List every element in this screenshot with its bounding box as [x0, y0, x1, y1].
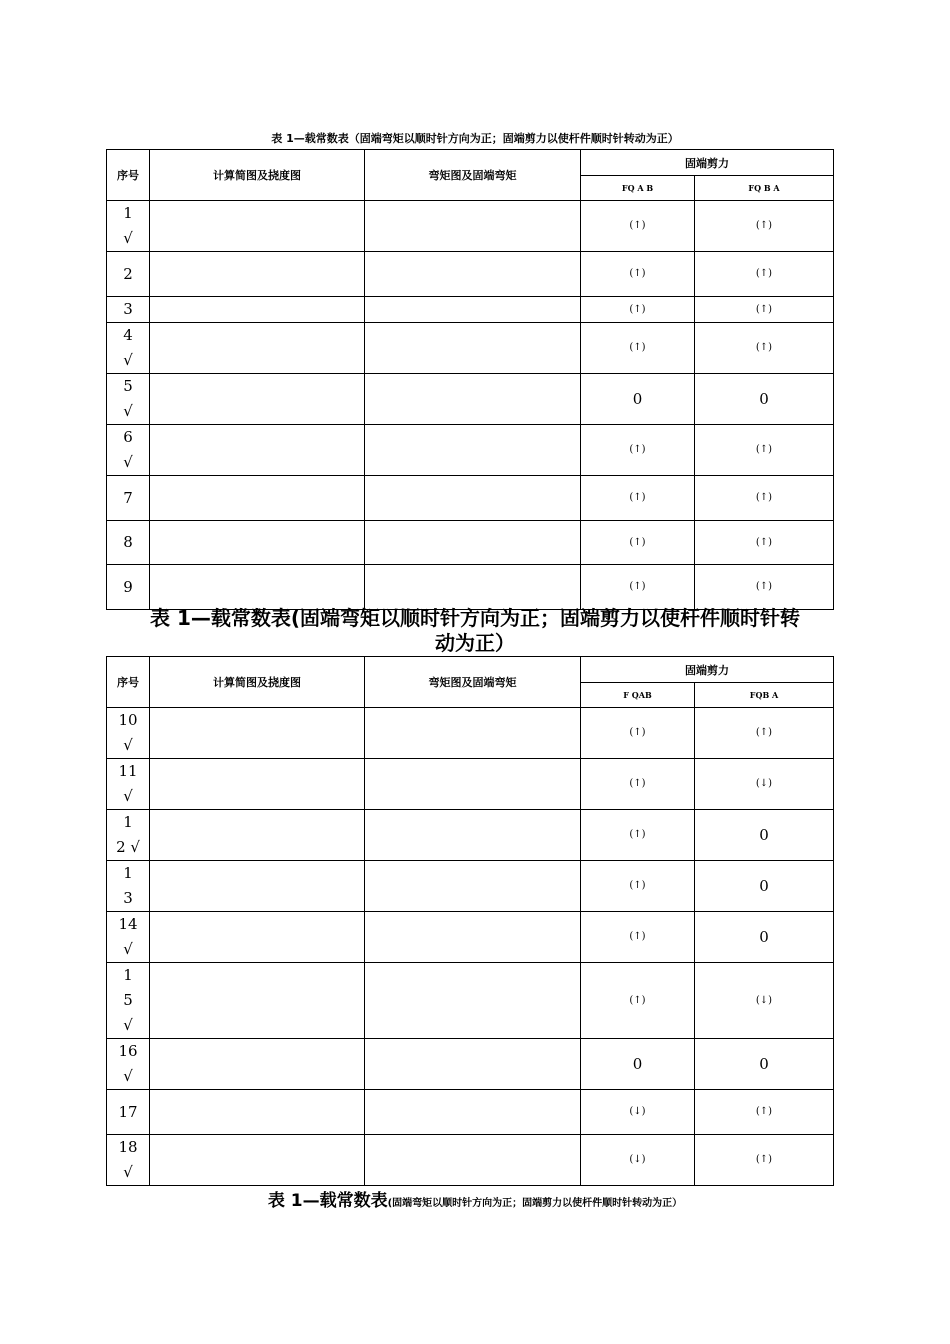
load-constant-table-1: [106, 149, 834, 610]
header-shear: 固端剪力: [581, 657, 834, 683]
row-number: 18 √: [107, 1135, 150, 1186]
row-number: 1 √: [107, 201, 150, 252]
moment-cell: [365, 521, 581, 565]
table-row: [107, 521, 834, 565]
diagram-cell: [150, 323, 365, 374]
table-caption-top: 表 1—载常数表（固端弯矩以顺时针方向为正；固端剪力以使杆件顺时针转动为正）: [271, 132, 679, 145]
shear-ab-cell: 0: [581, 1039, 695, 1090]
caption-bottom-main: 表 1—载常数表: [267, 1191, 388, 1211]
shear-ab-cell: (↓): [581, 1135, 695, 1186]
moment-cell: [365, 201, 581, 252]
moment-cell: [365, 1135, 581, 1186]
row-number: 7: [107, 476, 150, 521]
diagram-cell: [150, 565, 365, 610]
header-no: 序号: [107, 657, 150, 708]
shear-ba-cell: (↑): [695, 1090, 834, 1135]
table-row: [107, 476, 834, 521]
diagram-cell: [150, 861, 365, 912]
table-row: [107, 323, 834, 374]
shear-ba-cell: 0: [695, 912, 834, 963]
table-row: [107, 861, 834, 912]
shear-ab-cell: (↑): [581, 759, 695, 810]
shear-ba-cell: (↑): [695, 708, 834, 759]
load-constant-table-2: [106, 656, 834, 1186]
shear-ab-cell: 0: [581, 374, 695, 425]
diagram-cell: [150, 1090, 365, 1135]
shear-ab-cell: (↑): [581, 201, 695, 252]
shear-ba-cell: 0: [695, 1039, 834, 1090]
diagram-cell: [150, 374, 365, 425]
shear-ab-cell: (↑): [581, 810, 695, 861]
diagram-cell: [150, 521, 365, 565]
row-number: 11 √: [107, 759, 150, 810]
moment-cell: [365, 297, 581, 323]
diagram-cell: [150, 201, 365, 252]
row-number: 1 2 √: [107, 810, 150, 861]
row-number: 6 √: [107, 425, 150, 476]
moment-cell: [365, 708, 581, 759]
table-row: [107, 912, 834, 963]
moment-cell: [365, 252, 581, 297]
header-diagram: 计算简图及挠度图: [150, 150, 365, 201]
row-number: 16 √: [107, 1039, 150, 1090]
moment-cell: [365, 565, 581, 610]
caption-bottom-note: (固端弯矩以顺时针方向为正；固端剪力以使杆件顺时针转动为正）: [387, 1198, 683, 1209]
table-row: [107, 708, 834, 759]
header-diagram: 计算简图及挠度图: [150, 657, 365, 708]
shear-ab-cell: (↑): [581, 521, 695, 565]
diagram-cell: [150, 297, 365, 323]
diagram-cell: [150, 1135, 365, 1186]
shear-ab-cell: (↑): [581, 323, 695, 374]
moment-cell: [365, 374, 581, 425]
shear-ba-cell: (↑): [695, 425, 834, 476]
shear-ab-cell: (↑): [581, 425, 695, 476]
row-number: 9: [107, 565, 150, 610]
moment-cell: [365, 912, 581, 963]
moment-cell: [365, 759, 581, 810]
table-row: [107, 297, 834, 323]
shear-ab-cell: (↑): [581, 252, 695, 297]
shear-ab-cell: (↑): [581, 565, 695, 610]
shear-ab-cell: (↑): [581, 297, 695, 323]
shear-ab-cell: (↑): [581, 861, 695, 912]
moment-cell: [365, 323, 581, 374]
shear-ab-cell: (↑): [581, 963, 695, 1039]
shear-ba-cell: (↑): [695, 476, 834, 521]
diagram-cell: [150, 912, 365, 963]
row-number: 5 √: [107, 374, 150, 425]
header-shear-ba: FQB A: [695, 683, 834, 708]
shear-ba-cell: 0: [695, 374, 834, 425]
moment-cell: [365, 425, 581, 476]
moment-cell: [365, 1039, 581, 1090]
moment-cell: [365, 861, 581, 912]
table-row: [107, 1090, 834, 1135]
moment-cell: [365, 1090, 581, 1135]
shear-ba-cell: (↓): [695, 759, 834, 810]
shear-ba-cell: (↑): [695, 521, 834, 565]
row-number: 2: [107, 252, 150, 297]
shear-ab-cell: (↑): [581, 708, 695, 759]
shear-ba-cell: (↑): [695, 323, 834, 374]
shear-ba-cell: (↑): [695, 565, 834, 610]
shear-ab-cell: (↓): [581, 1090, 695, 1135]
shear-ba-cell: (↑): [695, 252, 834, 297]
diagram-cell: [150, 759, 365, 810]
shear-ba-cell: 0: [695, 810, 834, 861]
diagram-cell: [150, 252, 365, 297]
table-caption-bottom: [0, 1186, 950, 1211]
table-row: [107, 565, 834, 610]
shear-ab-cell: (↑): [581, 476, 695, 521]
shear-ba-cell: 0: [695, 861, 834, 912]
table-row: [107, 201, 834, 252]
row-number: 10 √: [107, 708, 150, 759]
moment-cell: [365, 963, 581, 1039]
header-shear: 固端剪力: [581, 150, 834, 176]
header-shear-ba: FQ B A: [695, 176, 834, 201]
row-number: 4 √: [107, 323, 150, 374]
header-no: 序号: [107, 150, 150, 201]
diagram-cell: [150, 476, 365, 521]
row-number: 8: [107, 521, 150, 565]
row-number: 3: [107, 297, 150, 323]
diagram-cell: [150, 963, 365, 1039]
diagram-cell: [150, 708, 365, 759]
moment-cell: [365, 810, 581, 861]
shear-ba-cell: (↑): [695, 1135, 834, 1186]
table-row: [107, 252, 834, 297]
table-row: [107, 963, 834, 1039]
shear-ba-cell: (↑): [695, 201, 834, 252]
shear-ab-cell: (↑): [581, 912, 695, 963]
row-number: 1 5 √: [107, 963, 150, 1039]
table-row: [107, 759, 834, 810]
header-shear-ab: FQ A B: [581, 176, 695, 201]
table-row: [107, 1039, 834, 1090]
header-moment: 弯矩图及固端弯矩: [365, 657, 581, 708]
table-row: [107, 374, 834, 425]
table-row: [107, 1135, 834, 1186]
row-number: 17: [107, 1090, 150, 1135]
row-number: 14 √: [107, 912, 150, 963]
header-moment: 弯矩图及固端弯矩: [365, 150, 581, 201]
table-caption-mid: 表 1—载常数表(固端弯矩以顺时针方向为正；固端剪力以使杆件顺时针转动为正）: [149, 606, 801, 655]
shear-ba-cell: (↑): [695, 297, 834, 323]
table-row: [107, 810, 834, 861]
diagram-cell: [150, 1039, 365, 1090]
table-row: [107, 425, 834, 476]
header-shear-ab: F QAB: [581, 683, 695, 708]
shear-ba-cell: (↓): [695, 963, 834, 1039]
moment-cell: [365, 476, 581, 521]
diagram-cell: [150, 425, 365, 476]
row-number: 1 3: [107, 861, 150, 912]
diagram-cell: [150, 810, 365, 861]
